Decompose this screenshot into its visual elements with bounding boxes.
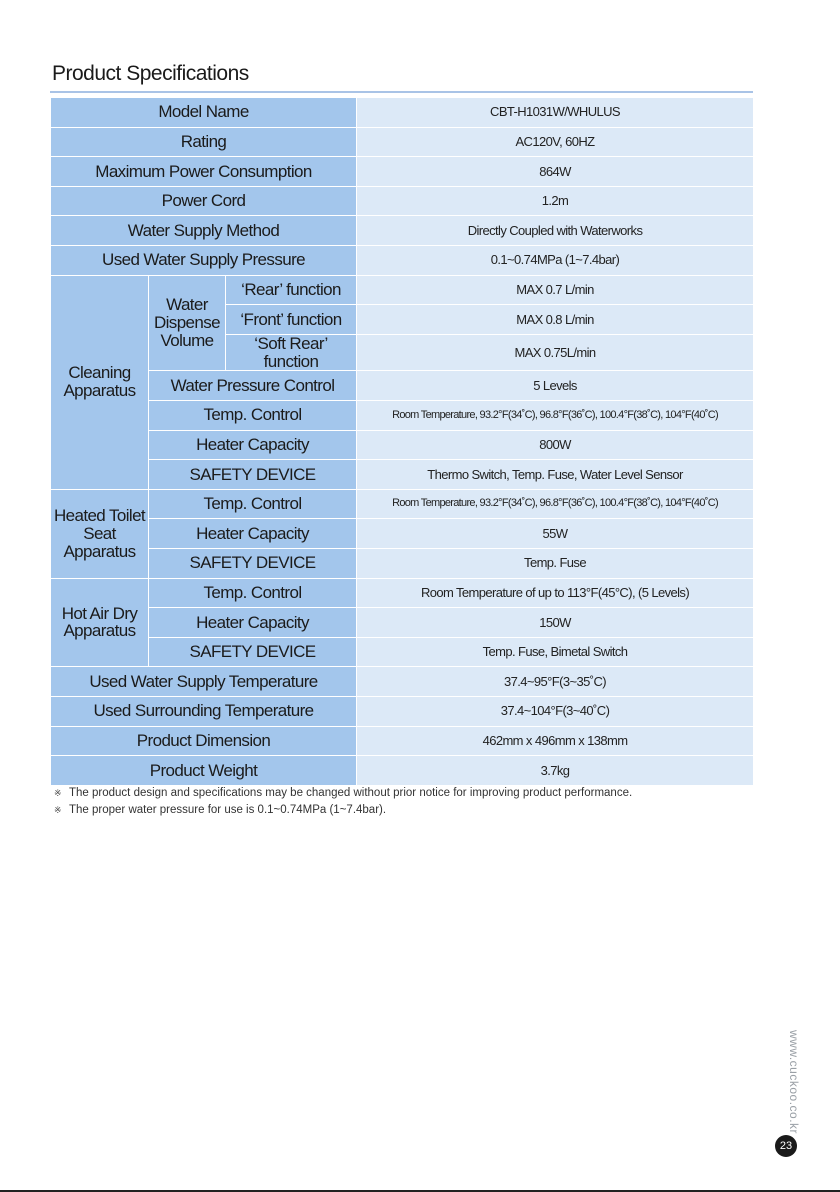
spec-label: Maximum Power Consumption [51,157,357,187]
spec-value: MAX 0.7 L/min [357,275,754,305]
spec-value: Room Temperature, 93.2°F(34˚C), 96.8°F(36˚C), 100.4°F(38˚C), 104°F(40˚C) [357,401,754,431]
spec-value: 5 Levels [357,371,754,401]
spec-label: Heater Capacity [149,608,357,638]
page-title: Product Specifications [52,62,249,85]
table-row [51,608,754,638]
table-row [51,430,754,460]
table-row [51,489,754,519]
table-row [51,157,754,187]
spec-value: 800W [357,430,754,460]
spec-label: Rating [51,127,357,157]
table-row [51,401,754,431]
table-row [51,696,754,726]
spec-label: SAFETY DEVICE [149,637,357,667]
group-label-dispense-volume: Water Dispense Volume [149,275,226,371]
spec-label: Model Name [51,98,357,128]
group-label-heated-seat: Heated Toilet Seat Apparatus [51,489,149,578]
spec-label: ‘Rear’ function [226,275,357,305]
spec-label: Power Cord [51,186,357,216]
table-row [51,667,754,697]
title-divider [50,91,753,93]
spec-label: Product Dimension [51,726,357,756]
table-row [51,578,754,608]
footnotes [54,785,632,819]
spec-label: Temp. Control [149,489,357,519]
table-row [51,637,754,667]
spec-label: Water Pressure Control [149,371,357,401]
footnote-text: The product design and specifications may be changed without prior notice for improving product performance. [69,787,633,799]
table-row [51,275,754,305]
table-row [51,371,754,401]
spec-value: 462mm x 496mm x 138mm [357,726,754,756]
table-row [51,245,754,275]
spec-label: Heater Capacity [149,519,357,549]
spec-label: SAFETY DEVICE [149,460,357,490]
spec-value: 3.7kg [357,756,754,786]
reference-mark-icon: ※ [54,788,62,798]
spec-label: Water Supply Method [51,216,357,246]
spec-value: 1.2m [357,186,754,216]
spec-value: Thermo Switch, Temp. Fuse, Water Level Sensor [357,460,754,490]
group-label-cleaning: Cleaning Apparatus [51,275,149,489]
spec-label: Heater Capacity [149,430,357,460]
page-number: 23 [775,1135,797,1157]
footnote [54,785,632,802]
spec-label: ‘Front’ function [226,305,357,335]
spec-label: Temp. Control [149,401,357,431]
spec-value: 37.4~95°F(3~35˚C) [357,667,754,697]
spec-value: Temp. Fuse [357,549,754,579]
table-row [51,127,754,157]
reference-mark-icon: ※ [54,805,62,815]
specifications-table [50,97,754,786]
spec-label: ‘Soft Rear’ function [226,334,357,371]
spec-label: SAFETY DEVICE [149,549,357,579]
table-row [51,726,754,756]
spec-value: Room Temperature of up to 113°F(45°C), (5 Levels) [357,578,754,608]
spec-value: 37.4~104°F(3~40˚C) [357,696,754,726]
table-row [51,216,754,246]
spec-value: Temp. Fuse, Bimetal Switch [357,637,754,667]
footnote-text: The proper water pressure for use is 0.1~0.74MPa (1~7.4bar). [69,804,387,816]
table-row [51,186,754,216]
spec-value: 0.1~0.74MPa (1~7.4bar) [357,245,754,275]
spec-label: Used Water Supply Temperature [51,667,357,697]
spec-value: 55W [357,519,754,549]
spec-value: MAX 0.75L/min [357,334,754,371]
table-row [51,98,754,128]
footnote [54,802,632,819]
group-label-hot-air-dry: Hot Air Dry Apparatus [51,578,149,667]
spec-value: 864W [357,157,754,187]
spec-value: CBT-H1031W/WHULUS [357,98,754,128]
website-url: www.cuckoo.co.kr [787,1030,801,1135]
spec-value: MAX 0.8 L/min [357,305,754,335]
table-row [51,549,754,579]
table-row [51,519,754,549]
spec-value: Directly Coupled with Waterworks [357,216,754,246]
spec-value: Room Temperature, 93.2°F(34˚C), 96.8°F(36˚C), 100.4°F(38˚C), 104°F(40˚C) [357,489,754,519]
spec-label: Product Weight [51,756,357,786]
table-row [51,460,754,490]
spec-label: Used Water Supply Pressure [51,245,357,275]
spec-value: 150W [357,608,754,638]
spec-value: AC120V, 60HZ [357,127,754,157]
spec-label: Used Surrounding Temperature [51,696,357,726]
spec-label: Temp. Control [149,578,357,608]
table-row [51,756,754,786]
